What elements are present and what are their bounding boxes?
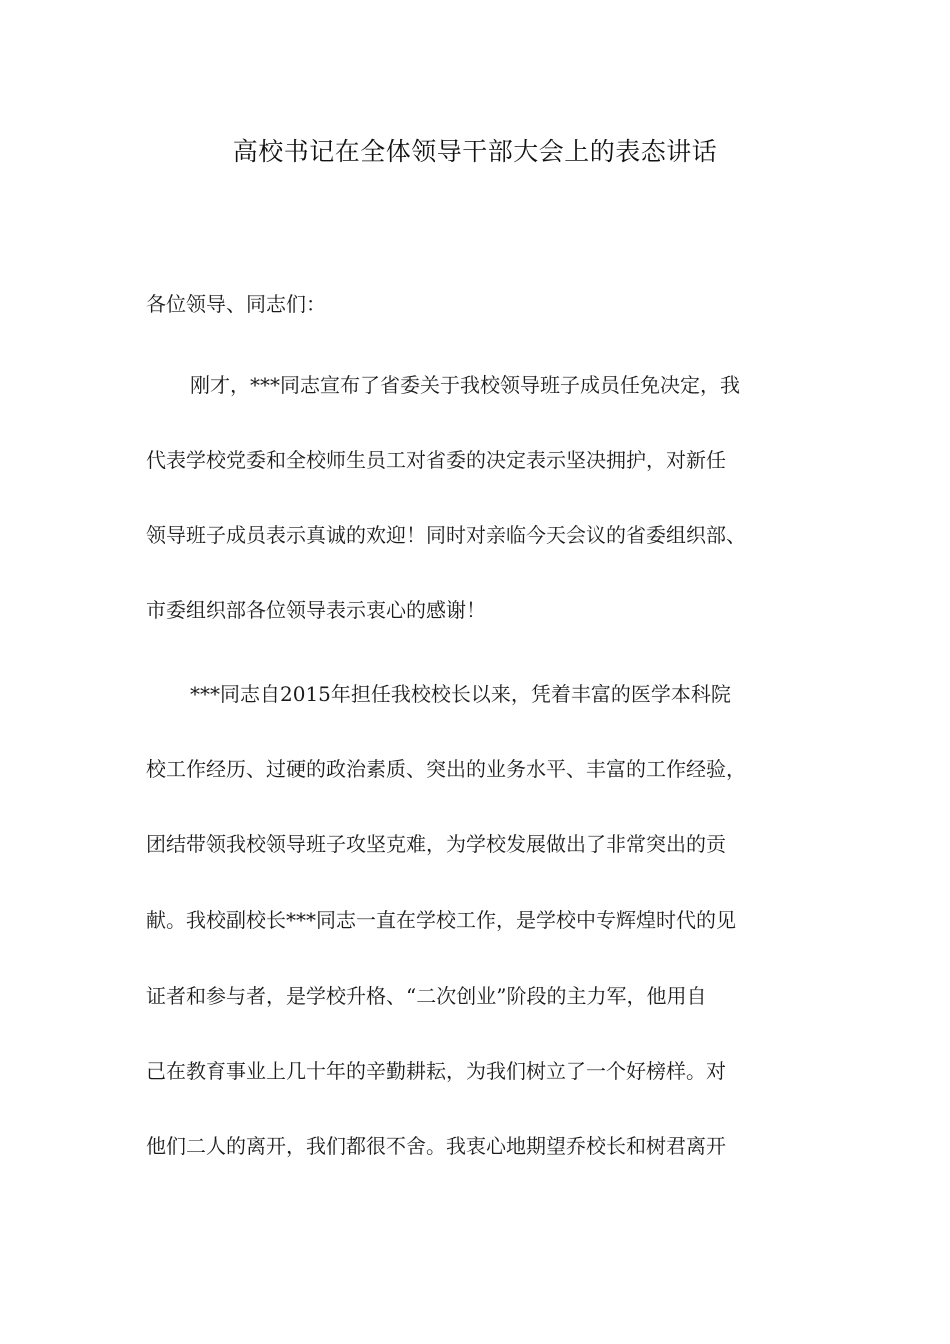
paragraph-2-line-1: ***同志自2015年担任我校校长以来，凭着丰富的医学本科院: [190, 682, 731, 706]
paragraph-1-line-1: 刚才，***同志宣布了省委关于我校领导班子成员任免决定，我: [190, 373, 740, 397]
paragraph-2-line-3: 团结带领我校领导班子攻坚克难，为学校发展做出了非常突出的贡: [146, 832, 726, 856]
paragraph-2-line-6: 己在教育事业上几十年的辛勤耕耘，为我们树立了一个好榜样。对: [146, 1059, 726, 1083]
paragraph-2-line-4: 献。我校副校长***同志一直在学校工作，是学校中专辉煌时代的见: [146, 908, 736, 932]
document-title: 高校书记在全体领导干部大会上的表态讲话: [232, 137, 718, 166]
paragraph-1-line-4: 市委组织部各位领导表示衷心的感谢！: [146, 598, 486, 622]
paragraph-2-line-2: 校工作经历、过硬的政治素质、突出的业务水平、丰富的工作经验，: [146, 757, 746, 781]
paragraph-2-line-7: 他们二人的离开，我们都很不舍。我衷心地期望乔校长和树君离开: [146, 1134, 726, 1158]
paragraph-1-line-2: 代表学校党委和全校师生员工对省委的决定表示坚决拥护，对新任: [146, 448, 726, 472]
paragraph-1-line-3: 领导班子成员表示真诚的欢迎！同时对亲临今天会议的省委组织部、: [146, 523, 746, 547]
salutation: 各位领导、同志们：: [146, 292, 326, 316]
paragraph-2-line-5: 证者和参与者，是学校升格、“二次创业”阶段的主力军，他用自: [146, 984, 707, 1008]
